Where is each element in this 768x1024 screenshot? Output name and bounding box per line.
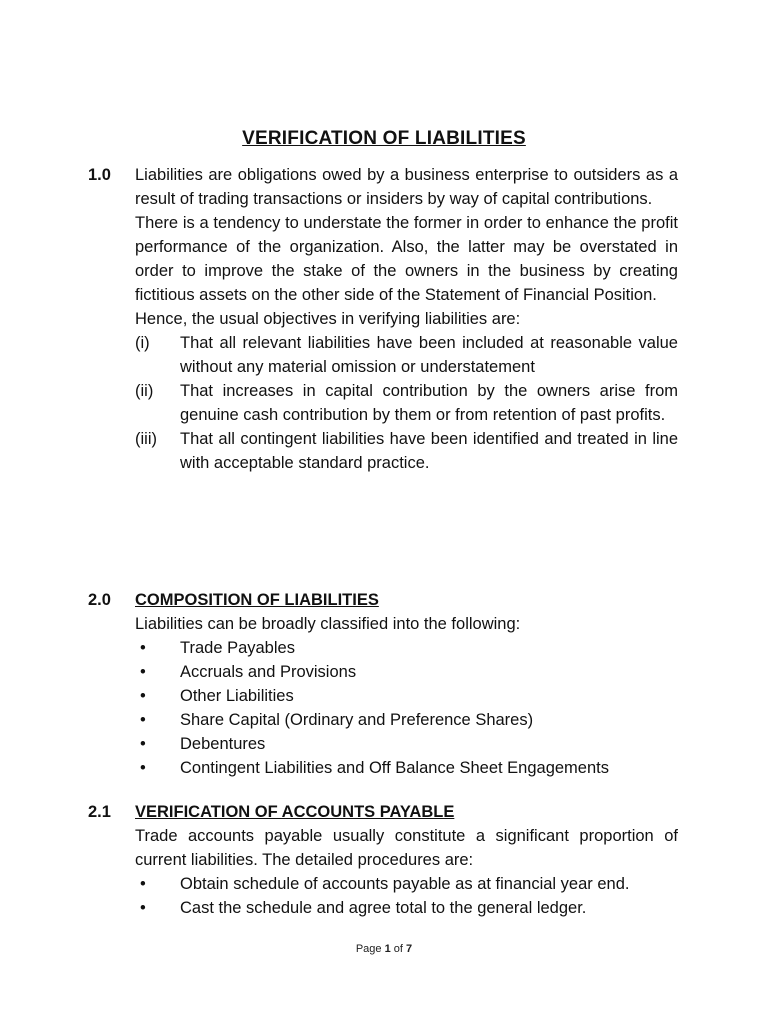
list-marker: (i): [135, 334, 150, 352]
bullet-icon: •: [140, 899, 146, 917]
page-footer: [0, 943, 768, 955]
paragraph: Liabilities can be broadly classified into the following:: [135, 615, 521, 633]
document-title: VERIFICATION OF LIABILITIES: [242, 128, 526, 149]
bullet-icon: •: [140, 639, 146, 657]
list-marker: (ii): [135, 382, 154, 400]
list-item-text: That increases in capital contribution by the owners arise from genuine cash contribution by them or from retention of past profits.: [180, 382, 678, 424]
bullet-item: [135, 872, 678, 896]
list-marker: (iii): [135, 430, 157, 448]
bullet-text: Contingent Liabilities and Off Balance Sheet Engagements: [180, 759, 609, 777]
bullet-text: Trade Payables: [180, 639, 295, 657]
section-number: 1.0: [88, 166, 111, 184]
section-heading: VERIFICATION OF ACCOUNTS PAYABLE: [135, 803, 455, 821]
bullet-item: [135, 660, 678, 684]
list-item-text: That all relevant liabilities have been included at reasonable value without any material omission or understatement: [180, 334, 678, 376]
paragraph: Trade accounts payable usually constitute a significant proportion of current liabilities. The detailed procedures are:: [135, 827, 678, 869]
bullet-text: Debentures: [180, 735, 266, 753]
bullet-item: [135, 732, 678, 756]
page-word: Page: [355, 943, 382, 955]
bullet-icon: •: [140, 875, 146, 893]
bullet-item: [135, 708, 678, 732]
paragraph: Hence, the usual objectives in verifying liabilities are:: [135, 310, 521, 328]
section-1-0: [88, 163, 678, 475]
section-number: 2.1: [88, 803, 111, 821]
bullet-item: [135, 756, 678, 780]
of-word: of: [393, 943, 403, 955]
list-item: [135, 427, 678, 475]
section-heading: COMPOSITION OF LIABILITIES: [135, 591, 379, 609]
paragraph: There is a tendency to understate the former in order to enhance the profit performance of the organization. Also, the latter may be overstated in order to improve the stake of the owners in the business by creating fictitious assets on the other side of the Statement of Financial Position.: [135, 214, 678, 304]
list-item: [135, 379, 678, 427]
bullet-text: Accruals and Provisions: [180, 663, 357, 681]
bullet-icon: •: [140, 735, 146, 753]
section-2-0: [88, 588, 678, 780]
bullet-text: Obtain schedule of accounts payable as at financial year end.: [180, 875, 630, 893]
bullet-icon: •: [140, 711, 146, 729]
bullet-icon: •: [140, 663, 146, 681]
paragraph: Liabilities are obligations owed by a business enterprise to outsiders as a result of trading transactions or insiders by way of capital contributions.: [135, 166, 678, 208]
section-number: 2.0: [88, 591, 111, 609]
list-item: [135, 331, 678, 379]
bullet-text: Other Liabilities: [180, 687, 294, 705]
bullet-text: Share Capital (Ordinary and Preference Shares): [180, 711, 534, 729]
page-number: 1: [384, 943, 391, 955]
page-total: 7: [406, 943, 413, 955]
section-2-1: [88, 800, 678, 920]
bullet-icon: •: [140, 759, 146, 777]
list-item-text: That all contingent liabilities have been identified and treated in line with acceptable standard practice.: [180, 430, 678, 472]
bullet-item: [135, 684, 678, 708]
bullet-text: Cast the schedule and agree total to the general ledger.: [180, 899, 587, 917]
bullet-item: [135, 636, 678, 660]
bullet-icon: •: [140, 687, 146, 705]
bullet-item: [135, 896, 678, 920]
